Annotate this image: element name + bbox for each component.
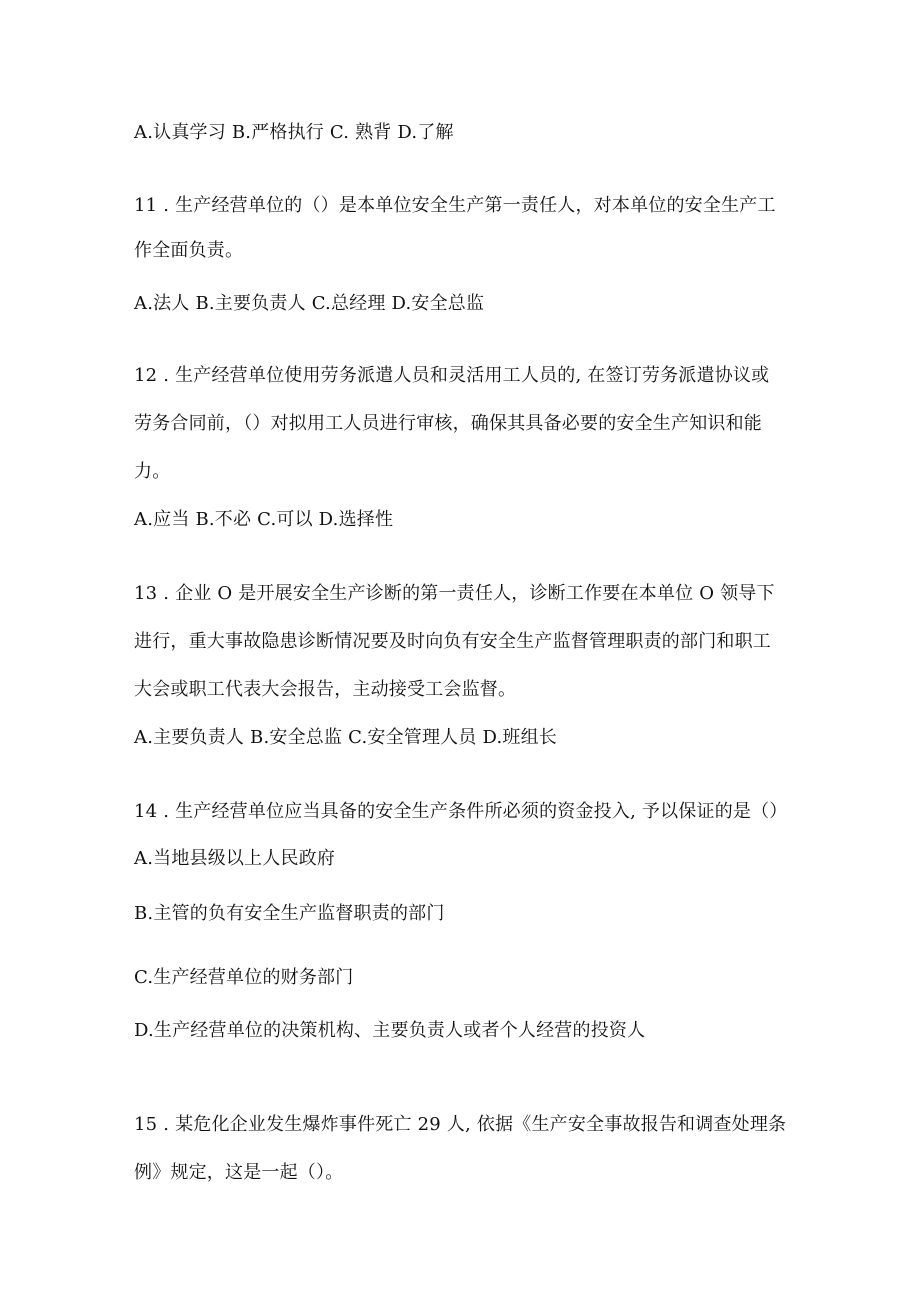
q12-text-line-3: 力。	[134, 461, 171, 482]
q13-text-line-3: 大会或职工代表大会报告，主动接受工会监督。	[134, 679, 517, 700]
q15-text-line-2: 例》规定，这是一起（）。	[134, 1162, 344, 1183]
q12-text-line-2: 劳务合同前，（）对拟用工人员进行审核，确保其具备必要的安全生产知识和能	[134, 413, 762, 434]
q14-option-c: C.生产经营单位的财务部门	[134, 967, 354, 988]
q13-text-line-2: 进行，重大事故隐患诊断情况要及时向负有安全生产监督管理职责的部门和职工	[134, 631, 771, 652]
q14-text-line-1: 14 . 生产经营单位应当具备的安全生产条件所必须的资金投入, 予以保证的是（）	[134, 801, 788, 822]
q11-text-line-2: 作全面负责。	[134, 240, 244, 261]
q10-options: A.认真学习 B.严格执行 C. 熟背 D.了解	[134, 122, 454, 143]
q13-text-line-1: 13 . 企业 O 是开展安全生产诊断的第一责任人，诊断工作要在本单位 O 领导下	[134, 583, 775, 604]
q13-options: A.主要负责人 B.安全总监 C.安全管理人员 D.班组长	[134, 727, 557, 748]
q14-option-b: B.主管的负有安全生产监督职责的部门	[134, 903, 445, 924]
q11-options: A.法人 B.主要负责人 C.总经理 D.安全总监	[134, 293, 485, 314]
q11-text-line-1: 11 . 生产经营单位的（）是本单位安全生产第一责任人，对本单位的安全生产工	[134, 195, 776, 216]
q15-text-line-1: 15 . 某危化企业发生爆炸事件死亡 29 人, 依据《生产安全事故报告和调查处理条	[134, 1114, 787, 1135]
q14-option-a: A.当地县级以上人民政府	[134, 848, 336, 869]
q14-option-d: D.生产经营单位的决策机构、主要负责人或者个人经营的投资人	[134, 1020, 646, 1041]
q12-options: A.应当 B.不必 C.可以 D.选择性	[134, 509, 394, 530]
q12-text-line-1: 12 . 生产经营单位使用劳务派遣人员和灵活用工人员的, 在签订劳务派遣协议或	[134, 365, 770, 386]
